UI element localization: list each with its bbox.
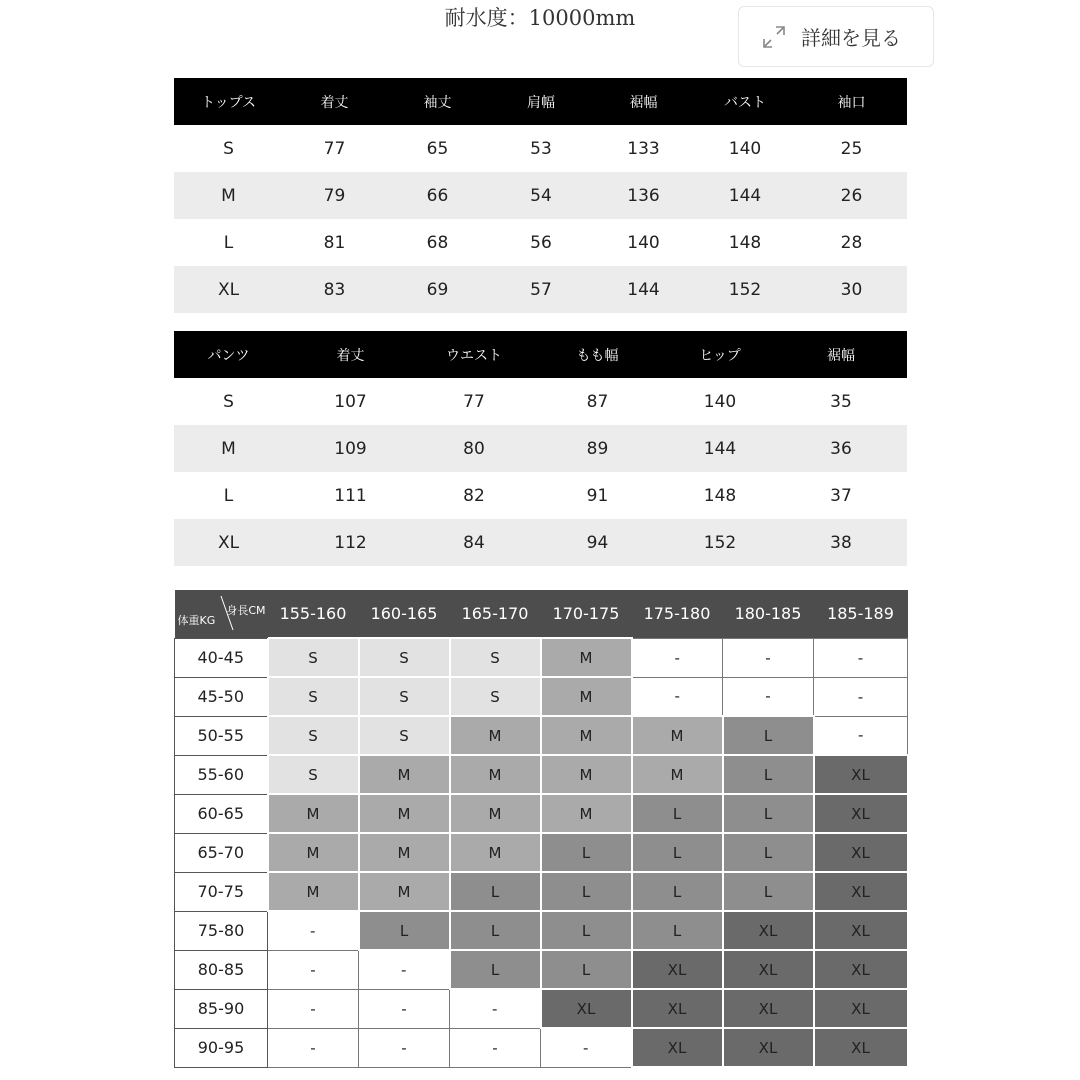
size-cell: L (450, 911, 541, 950)
weight-axis-label: 体重KG (177, 613, 216, 627)
table-row (174, 219, 907, 266)
table-cell: 68 (426, 232, 449, 253)
size-cell: M (541, 794, 632, 833)
size-cell: S (268, 638, 359, 677)
weight-range-cell: 60-65 (175, 794, 268, 833)
table-cell: 69 (386, 266, 489, 313)
size-cell: - (723, 638, 814, 677)
size-cell: - (450, 1028, 541, 1067)
size-cell: XL (541, 989, 632, 1028)
weight-range-cell: 55-60 (175, 755, 268, 794)
chart-row (175, 911, 908, 950)
size-cell: L (541, 950, 632, 989)
size-cell: - (268, 1028, 359, 1067)
table-cell: 140 (728, 138, 762, 159)
table-cell: 112 (283, 519, 418, 566)
table-cell: 53 (530, 138, 552, 159)
size-cell: XL (632, 989, 723, 1028)
size-cell: - (814, 677, 908, 716)
tops-header-cell: 裾幅 (593, 78, 694, 125)
chart-row (175, 638, 908, 677)
table-row (174, 266, 907, 313)
chart-row (175, 833, 908, 872)
size-cell: XL (814, 872, 908, 911)
table-cell: 36 (775, 425, 907, 472)
size-cell: - (814, 638, 908, 677)
weight-range-cell: 40-45 (175, 638, 268, 677)
size-cell: L (541, 911, 632, 950)
table-cell: S (223, 138, 234, 159)
size-cell: L (450, 872, 541, 911)
table-cell: 81 (323, 232, 346, 253)
size-cell: L (541, 833, 632, 872)
table-cell: 144 (694, 172, 796, 219)
table-row (174, 125, 907, 172)
pants-header-cell: パンツ (174, 331, 283, 378)
size-cell: XL (723, 950, 814, 989)
weight-range-cell: 85-90 (175, 989, 268, 1028)
size-cell: S (359, 638, 450, 677)
chart-row (175, 677, 908, 716)
table-cell: 111 (334, 485, 367, 506)
tops-header-row (174, 78, 907, 125)
table-row (174, 172, 907, 219)
expand-icon (761, 24, 787, 50)
size-cell: - (723, 677, 814, 716)
size-cell: XL (814, 755, 908, 794)
size-cell: L (541, 872, 632, 911)
pants-size-table (174, 331, 907, 566)
table-row (174, 472, 907, 519)
table-cell: XL (174, 266, 283, 313)
height-range-header: 155-160 (268, 590, 359, 638)
size-cell: M (268, 794, 359, 833)
size-cell: - (359, 989, 450, 1028)
height-range-header: 175-180 (632, 590, 723, 638)
table-cell: 35 (830, 391, 852, 412)
size-cell: M (541, 677, 632, 716)
table-cell: 66 (386, 172, 489, 219)
size-cell: XL (723, 911, 814, 950)
table-cell: 82 (463, 485, 485, 506)
table-row (174, 378, 907, 425)
size-cell: - (268, 950, 359, 989)
table-cell: M (174, 172, 283, 219)
size-cell: M (359, 872, 450, 911)
table-cell: L (223, 485, 234, 506)
table-cell: 25 (840, 138, 863, 159)
size-cell: M (450, 794, 541, 833)
table-cell: 37 (830, 485, 852, 506)
table-cell: 26 (796, 172, 907, 219)
table-cell: 65 (426, 138, 449, 159)
table-cell: 57 (489, 266, 593, 313)
size-cell: M (632, 755, 723, 794)
size-cell: - (359, 1028, 450, 1067)
pants-header-cell: 裾幅 (775, 331, 907, 378)
size-cell: L (723, 755, 814, 794)
size-cell: - (268, 989, 359, 1028)
chart-row (175, 989, 908, 1028)
table-cell: S (223, 391, 234, 412)
size-cell: L (632, 794, 723, 833)
table-cell: M (174, 425, 283, 472)
size-cell: M (268, 872, 359, 911)
size-cell: XL (814, 911, 908, 950)
tops-header-cell: 袖丈 (386, 78, 489, 125)
size-cell: - (541, 1028, 632, 1067)
table-cell: 140 (627, 232, 660, 253)
table-cell: 94 (530, 519, 665, 566)
size-cell: S (359, 716, 450, 755)
size-cell: XL (814, 833, 908, 872)
size-cell: S (450, 677, 541, 716)
table-cell: 84 (418, 519, 530, 566)
size-cell: S (268, 755, 359, 794)
size-cell: M (450, 833, 541, 872)
size-cell: M (268, 833, 359, 872)
size-cell: - (268, 911, 359, 950)
height-range-header: 185-189 (814, 590, 908, 638)
chart-header-row (175, 590, 908, 638)
chart-row (175, 950, 908, 989)
size-cell: XL (723, 989, 814, 1028)
size-cell: M (632, 716, 723, 755)
size-cell: XL (814, 1028, 908, 1067)
size-cell: L (632, 872, 723, 911)
table-cell: 28 (840, 232, 863, 253)
size-cell: XL (814, 989, 908, 1028)
table-cell: XL (174, 519, 283, 566)
size-cell: S (450, 638, 541, 677)
water-resistance-caption: 耐水度：10000mm (444, 6, 636, 30)
chart-row (175, 716, 908, 755)
table-cell: L (223, 232, 234, 253)
weight-range-cell: 75-80 (175, 911, 268, 950)
size-cell: S (268, 716, 359, 755)
table-row (174, 519, 907, 566)
size-cell: S (268, 677, 359, 716)
height-range-header: 180-185 (723, 590, 814, 638)
size-cell: - (814, 716, 908, 755)
size-cell: L (450, 950, 541, 989)
table-cell: 87 (586, 391, 609, 412)
size-cell: L (632, 833, 723, 872)
height-range-header: 170-175 (541, 590, 632, 638)
pants-header-row (174, 331, 907, 378)
table-cell: 80 (418, 425, 530, 472)
table-cell: 77 (323, 138, 346, 159)
table-cell: 140 (703, 391, 737, 412)
size-cell: XL (814, 950, 908, 989)
size-cell: M (541, 716, 632, 755)
table-cell: 77 (463, 391, 485, 412)
pants-header-cell: もも幅 (530, 331, 665, 378)
chart-row (175, 794, 908, 833)
tops-size-table (174, 78, 907, 313)
size-cell: L (723, 716, 814, 755)
table-cell: 144 (593, 266, 694, 313)
pants-header-cell: 着丈 (283, 331, 418, 378)
pants-header-cell: ウエスト (418, 331, 530, 378)
table-cell: 148 (703, 485, 737, 506)
height-weight-size-chart (174, 590, 909, 1068)
view-details-button[interactable] (738, 6, 934, 67)
size-cell: - (632, 638, 723, 677)
size-cell: XL (814, 794, 908, 833)
size-cell: - (450, 989, 541, 1028)
size-cell: M (541, 755, 632, 794)
weight-range-cell: 50-55 (175, 716, 268, 755)
size-cell: S (359, 677, 450, 716)
weight-range-cell: 45-50 (175, 677, 268, 716)
chart-corner-cell (175, 590, 268, 638)
table-cell: 144 (665, 425, 775, 472)
size-cell: L (359, 911, 450, 950)
weight-range-cell: 80-85 (175, 950, 268, 989)
size-cell: - (632, 677, 723, 716)
weight-range-cell: 65-70 (175, 833, 268, 872)
table-cell: 133 (627, 138, 660, 159)
size-cell: M (359, 794, 450, 833)
size-cell: L (723, 872, 814, 911)
weight-range-cell: 70-75 (175, 872, 268, 911)
table-cell: 30 (796, 266, 907, 313)
weight-range-cell: 90-95 (175, 1028, 268, 1067)
chart-row (175, 872, 908, 911)
table-cell: 83 (283, 266, 386, 313)
table-cell: 79 (283, 172, 386, 219)
size-cell: L (723, 794, 814, 833)
tops-header-cell: トップス (174, 78, 283, 125)
height-axis-label: 身長CM (226, 604, 266, 617)
table-cell: 107 (334, 391, 367, 412)
table-cell: 152 (665, 519, 775, 566)
table-cell: 136 (593, 172, 694, 219)
table-cell: 54 (489, 172, 593, 219)
tops-header-cell: バスト (694, 78, 796, 125)
pants-header-cell: ヒップ (665, 331, 775, 378)
size-cell: M (450, 716, 541, 755)
size-cell: M (450, 755, 541, 794)
table-cell: 91 (586, 485, 609, 506)
table-cell: 38 (775, 519, 907, 566)
height-range-header: 160-165 (359, 590, 450, 638)
chart-row (175, 1028, 908, 1067)
size-cell: XL (632, 950, 723, 989)
table-cell: 152 (694, 266, 796, 313)
tops-header-cell: 着丈 (283, 78, 386, 125)
size-cell: M (541, 638, 632, 677)
chart-row (175, 755, 908, 794)
size-cell: XL (632, 1028, 723, 1067)
table-cell: 148 (728, 232, 762, 253)
table-row (174, 425, 907, 472)
height-range-header: 165-170 (450, 590, 541, 638)
size-cell: L (632, 911, 723, 950)
tops-header-cell: 袖口 (796, 78, 907, 125)
table-cell: 56 (530, 232, 552, 253)
size-cell: L (723, 833, 814, 872)
view-details-label: 詳細を見る (801, 26, 901, 50)
table-cell: 109 (283, 425, 418, 472)
size-cell: - (359, 950, 450, 989)
size-cell: M (359, 755, 450, 794)
table-cell: 89 (530, 425, 665, 472)
tops-header-cell: 肩幅 (489, 78, 593, 125)
size-cell: M (359, 833, 450, 872)
size-cell: XL (723, 1028, 814, 1067)
